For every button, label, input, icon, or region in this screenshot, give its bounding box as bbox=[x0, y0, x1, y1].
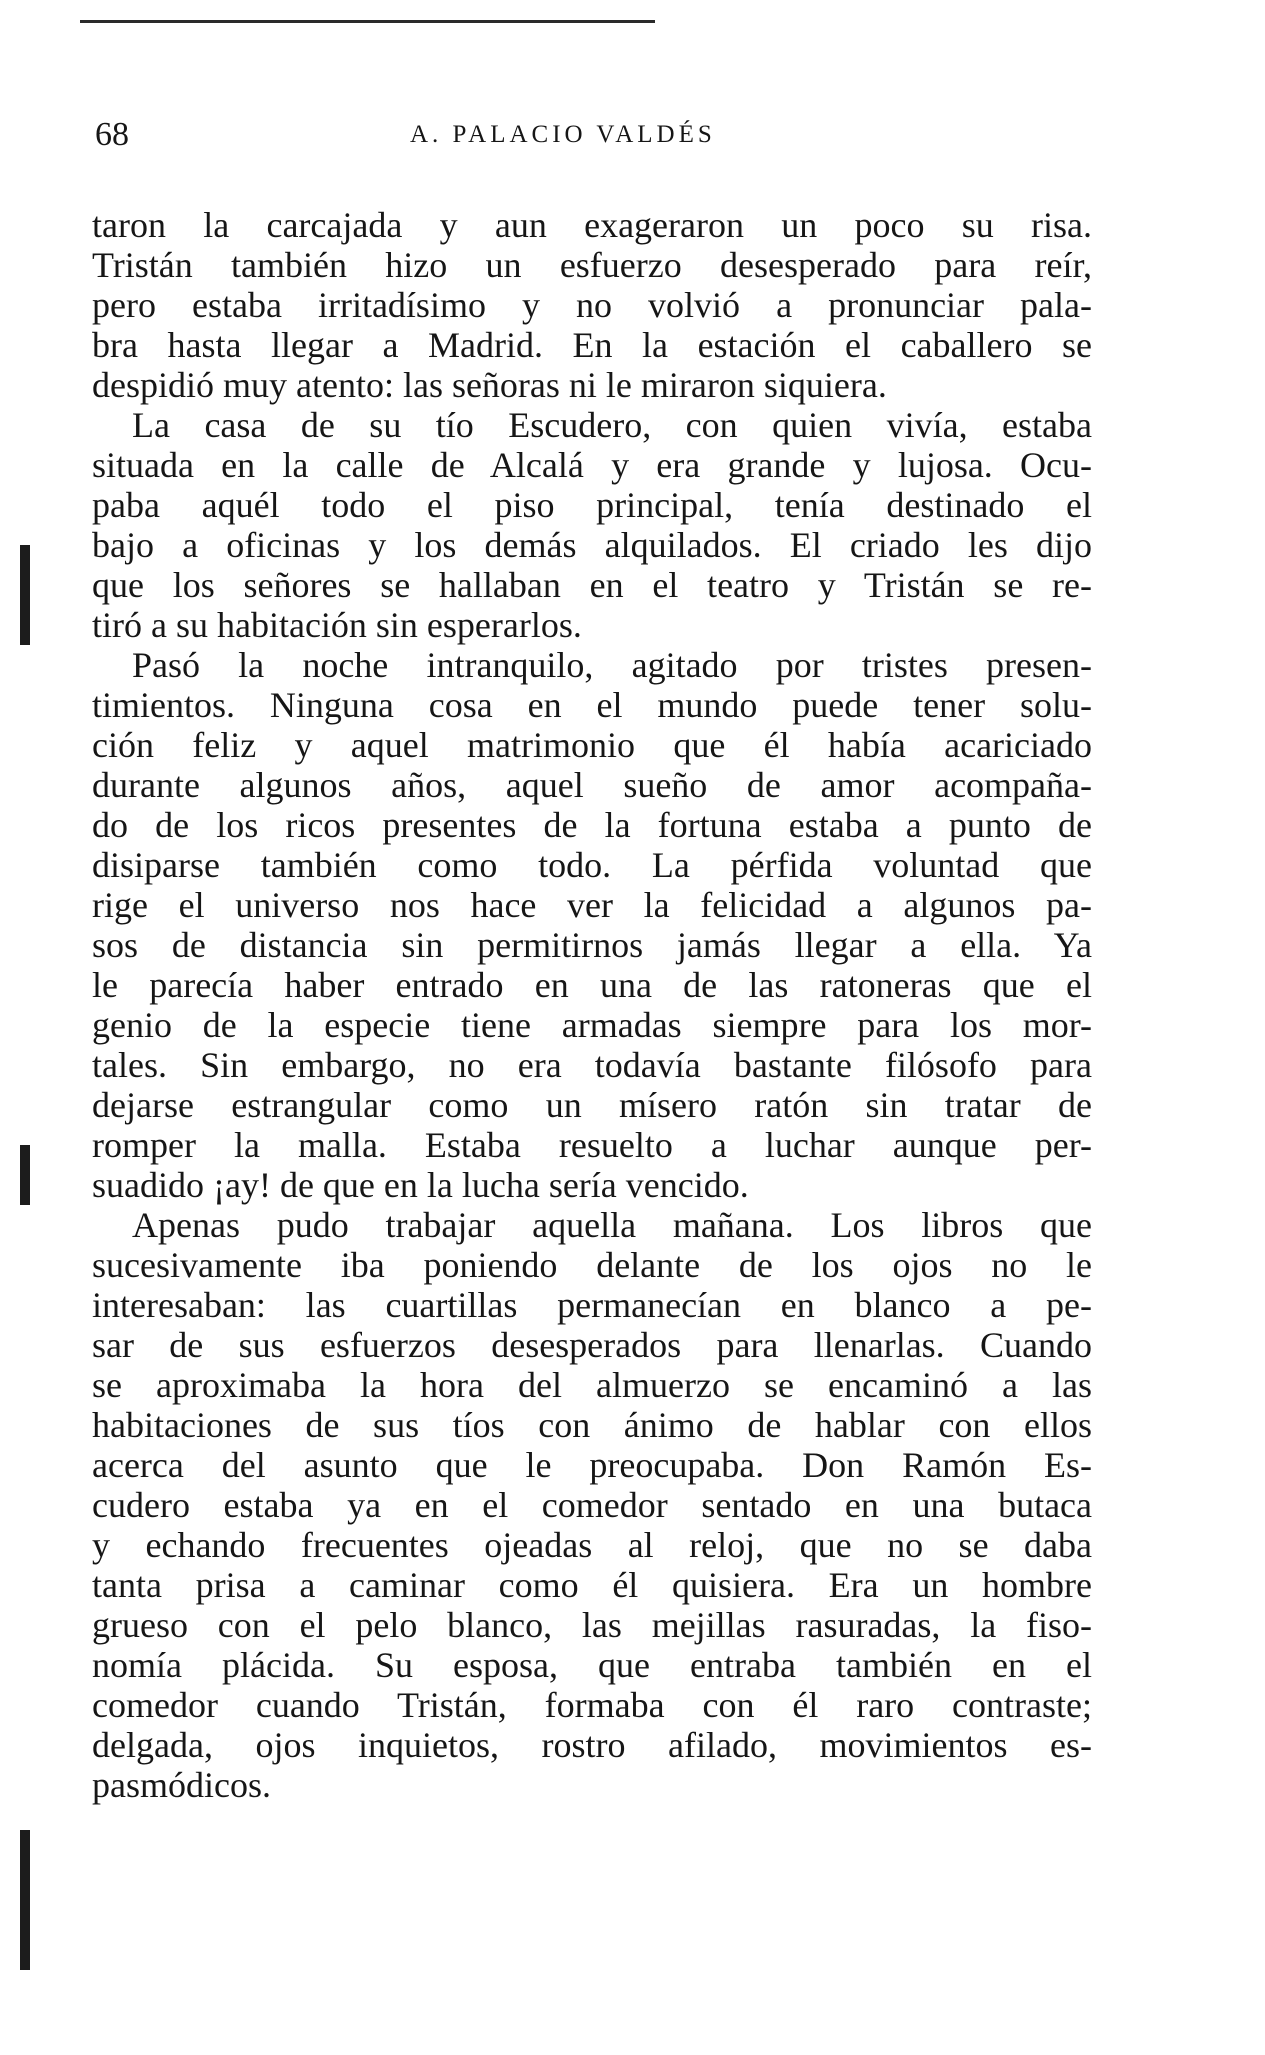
text-line: tanta prisa a caminar como él quisiera. Era un hombre bbox=[92, 1565, 1092, 1605]
text-line: le parecía haber entrado en una de las ratoneras que el bbox=[92, 965, 1092, 1005]
text-line: despidió muy atento: las señoras ni le miraron siquiera. bbox=[92, 365, 887, 405]
text-line: Apenas pudo trabajar aquella mañana. Los libros que bbox=[132, 1205, 1092, 1245]
running-head: A. PALACIO VALDÉS bbox=[410, 121, 716, 148]
text-line: durante algunos años, aquel sueño de amor acompaña- bbox=[92, 765, 1092, 805]
text-line: pero estaba irritadísimo y no volvió a pronunciar pala- bbox=[92, 285, 1092, 325]
text-line: paba aquél todo el piso principal, tenía destinado el bbox=[92, 485, 1092, 525]
text-line: Tristán también hizo un esfuerzo desesperado para reír, bbox=[92, 245, 1092, 285]
text-line: que los señores se hallaban en el teatro y Tristán se re- bbox=[92, 565, 1092, 605]
page-header bbox=[95, 110, 1095, 160]
text-line: situada en la calle de Alcalá y era grande y lujosa. Ocu- bbox=[92, 445, 1092, 485]
text-line: nomía plácida. Su esposa, que entraba también en el bbox=[92, 1645, 1092, 1685]
text-line: pasmódicos. bbox=[92, 1765, 271, 1805]
scan-margin-mark bbox=[20, 1830, 30, 1970]
text-line: disiparse también como todo. La pérfida voluntad que bbox=[92, 845, 1092, 885]
text-line: taron la carcajada y aun exageraron un poco su risa. bbox=[92, 205, 1092, 245]
text-line: tiró a su habitación sin esperarlos. bbox=[92, 605, 582, 645]
text-line: grueso con el pelo blanco, las mejillas rasuradas, la fiso- bbox=[92, 1605, 1092, 1645]
text-line: bra hasta llegar a Madrid. En la estación el caballero se bbox=[92, 325, 1092, 365]
page-number: 68 bbox=[95, 116, 129, 153]
text-line: habitaciones de sus tíos con ánimo de hablar con ellos bbox=[92, 1405, 1092, 1445]
text-line: acerca del asunto que le preocupaba. Don Ramón Es- bbox=[92, 1445, 1092, 1485]
text-line: suadido ¡ay! de que en la lucha sería vencido. bbox=[92, 1165, 749, 1205]
text-line: cudero estaba ya en el comedor sentado en una butaca bbox=[92, 1485, 1092, 1525]
text-line: comedor cuando Tristán, formaba con él raro contraste; bbox=[92, 1685, 1092, 1725]
text-line: interesaban: las cuartillas permanecían en blanco a pe- bbox=[92, 1285, 1092, 1325]
top-rule bbox=[80, 20, 655, 23]
text-line: sar de sus esfuerzos desesperados para llenarlas. Cuando bbox=[92, 1325, 1092, 1365]
text-line: genio de la especie tiene armadas siempre para los mor- bbox=[92, 1005, 1092, 1045]
text-line: Pasó la noche intranquilo, agitado por tristes presen- bbox=[132, 645, 1092, 685]
text-line: do de los ricos presentes de la fortuna estaba a punto de bbox=[92, 805, 1092, 845]
text-line: bajo a oficinas y los demás alquilados. El criado les dijo bbox=[92, 525, 1092, 565]
text-line: dejarse estrangular como un mísero ratón sin tratar de bbox=[92, 1085, 1092, 1125]
text-line: sos de distancia sin permitirnos jamás llegar a ella. Ya bbox=[92, 925, 1092, 965]
scan-margin-mark bbox=[20, 1145, 30, 1205]
text-line: delgada, ojos inquietos, rostro afilado, movimientos es- bbox=[92, 1725, 1092, 1765]
text-line: timientos. Ninguna cosa en el mundo puede tener solu- bbox=[92, 685, 1092, 725]
text-line: rige el universo nos hace ver la felicidad a algunos pa- bbox=[92, 885, 1092, 925]
text-line: sucesivamente iba poniendo delante de los ojos no le bbox=[92, 1245, 1092, 1285]
text-line: romper la malla. Estaba resuelto a luchar aunque per- bbox=[92, 1125, 1092, 1165]
text-line: ción feliz y aquel matrimonio que él había acariciado bbox=[92, 725, 1092, 765]
scan-margin-mark bbox=[20, 545, 30, 645]
text-line: La casa de su tío Escudero, con quien vivía, estaba bbox=[132, 405, 1092, 445]
text-line: se aproximaba la hora del almuerzo se encaminó a las bbox=[92, 1365, 1092, 1405]
text-line: tales. Sin embargo, no era todavía bastante filósofo para bbox=[92, 1045, 1092, 1085]
body-text bbox=[92, 205, 1092, 1805]
text-line: y echando frecuentes ojeadas al reloj, que no se daba bbox=[92, 1525, 1092, 1565]
